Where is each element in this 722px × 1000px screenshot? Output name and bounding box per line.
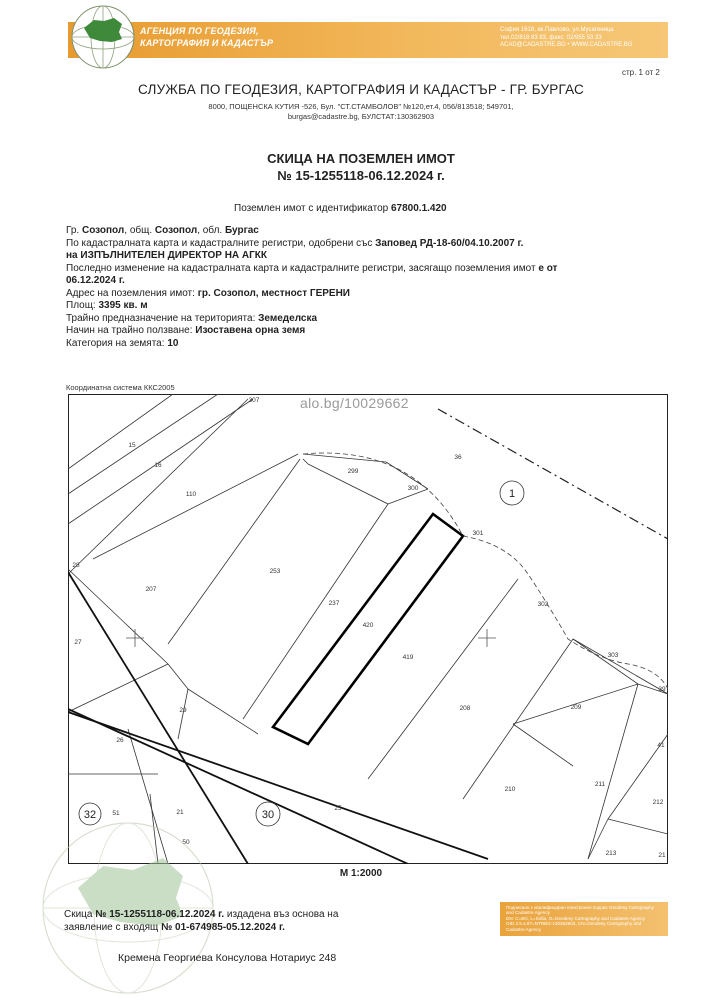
approval-order: Заповед РД-18-60/04.10.2007 г. [375, 237, 524, 249]
document-title: СКИЦА НА ПОЗЕМЛЕН ИМОТ [267, 151, 455, 166]
stamp-line3: DN: C=BG, L=Sofia, O=Geodesy Cartography and Cadastre Agency [506, 915, 646, 921]
map-watermark: alo.bg/10029662 [300, 395, 409, 411]
parcel-label: 208 [459, 705, 471, 712]
parcel-label: 419 [402, 654, 414, 661]
parcel-label: 420 [362, 622, 374, 629]
parcel-label: 28 [72, 562, 80, 569]
address-line [66, 288, 666, 301]
municipality-value: Созопол [154, 225, 198, 236]
parcel-label: 303 [607, 652, 619, 659]
location-line [66, 225, 666, 238]
agency-contacts [500, 27, 633, 50]
usage-line [66, 325, 666, 338]
application-number: № 01-674985-05.12.2024 г. [161, 921, 285, 933]
office-name: СЛУЖБА ПО ГЕОДЕЗИЯ, КАРТОГРАФИЯ И КАДАСТЪР - ГР. БУРГАС [138, 82, 584, 97]
parcel-label: 212 [652, 799, 664, 806]
category-value: 10 [167, 337, 179, 349]
city-label: Гр. [66, 225, 80, 236]
parcel-info [66, 225, 666, 350]
contact-line3: ACAD@CADASTRE.BG • WWW.CADASTRE.BG [500, 42, 633, 48]
parcel-label: 253 [269, 568, 281, 575]
block-label-32: 32 [83, 809, 97, 821]
category-label: Категория на земята: [66, 337, 165, 349]
agency-name-line1: АГЕНЦИЯ ПО ГЕОДЕЗИЯ, [140, 26, 259, 36]
coordinate-system: Координатна система ККС2005 [66, 383, 175, 392]
approval-by-line [66, 250, 666, 263]
parcel-label: 299 [347, 468, 359, 475]
category-line [66, 338, 666, 351]
address-value: гр. Созопол, местност ГЕРЕНИ [197, 287, 350, 299]
agency-name [140, 25, 273, 49]
purpose-value: Земеделска [258, 312, 318, 324]
parcel-label: 210 [504, 786, 516, 793]
notary-name: Кремена Георгиева Консулова Нотариус 248 [118, 952, 337, 964]
city-value: Созопол [81, 225, 125, 236]
last-change-date: 06.12.2024 г. [66, 275, 125, 286]
contact-line2: тел.02/818 83 83, факс: 02/955 53 33 [500, 34, 602, 41]
footer-line1 [64, 909, 338, 922]
usage-value: Изоставена орна земя [195, 325, 306, 336]
area-line [66, 300, 666, 313]
approval-line [66, 238, 666, 251]
parcel-label: 209 [570, 704, 582, 711]
office-address-line2: burgas@cadastre.bg, БУЛСТАТ:130362903 [287, 112, 435, 121]
office-address-line1: 8000, ПОЩЕНСКА КУТИЯ -526, Бул. "СТ.СТАМБОЛОВ" №120,ет.4, 056/813518; 549701, [208, 102, 514, 111]
parcel-label: 16 [154, 462, 162, 469]
parcel-label: 26 [116, 737, 124, 744]
footer-issue-text [64, 909, 338, 934]
parcel-label: 307 [248, 397, 260, 404]
parcel-label: 300 [407, 485, 419, 492]
block-label-30: 30 [261, 809, 275, 821]
contact-line1: София 1618, кв.Павлово, ул.Мусагеница [500, 27, 614, 33]
application-text: заявление с входящ [64, 921, 159, 933]
parcel-label: 25 [334, 805, 342, 812]
region-label: , обл. [197, 225, 223, 236]
cadastral-map [68, 394, 668, 864]
page-number: стр. 1 от 2 [622, 68, 660, 77]
parcel-label: 213 [605, 850, 617, 857]
last-change-date-line [66, 275, 666, 288]
stamp-line1: Подписано с квалифициран електронен подпис Geodesy Cartography [506, 905, 654, 910]
approval-by: на ИЗПЪЛНИТЕЛЕН ДИРЕКТОР НА АГКК [66, 250, 268, 261]
parcel-label: 207 [145, 586, 157, 593]
identifier-value: 67800.1.420 [390, 203, 447, 214]
office-address [0, 102, 722, 122]
area-value: 3395 кв. м [98, 300, 148, 311]
parcel-label: 21 [176, 809, 184, 816]
parcel-label: 301 [472, 530, 484, 537]
map-scale: М 1:2000 [339, 868, 383, 879]
agency-seal-watermark [38, 818, 218, 998]
agency-globe-logo [70, 4, 136, 70]
sketch-number: № 15-1255118-06.12.2024 г. [95, 909, 225, 920]
parcel-label: 211 [594, 781, 606, 788]
stamp-line4: OID.2.5.4.97=NTRBG-130362903, CN=Geodesy Cartography and [506, 921, 642, 927]
last-change-line [66, 263, 666, 276]
purpose-label: Трайно предназначение на територията: [66, 312, 256, 324]
parcel-label: 36 [454, 454, 462, 461]
agency-name-line2: КАРТОГРАФИЯ И КАДАСТЪР [140, 38, 274, 48]
region-value: Бургас [224, 225, 259, 236]
parcel-label: 21 [658, 852, 666, 859]
issued-text: издадена въз основа на [226, 909, 339, 920]
usage-label: Начин на трайно ползване: [66, 325, 193, 336]
area-label: Площ: [66, 300, 96, 311]
parcel-label: 41 [657, 742, 665, 749]
parcel-label: 39 [658, 686, 666, 693]
parcel-label: 302 [537, 601, 549, 608]
footer-line2 [64, 922, 338, 935]
parcel-label: 15 [128, 442, 136, 449]
identifier-label: Поземлен имот с идентификатор [234, 203, 389, 214]
municipality-label: , общ. [124, 225, 153, 236]
parcel-label: 51 [112, 810, 120, 817]
purpose-line [66, 313, 666, 326]
document-number: № 15-1255118-06.12.2024 г. [277, 168, 445, 183]
digital-signature-stamp [506, 905, 666, 932]
parcel-label: 237 [328, 600, 340, 607]
parcel-label: 29 [179, 707, 187, 714]
parcel-label: 27 [74, 639, 82, 646]
address-label: Адрес на поземления имот: [66, 287, 195, 299]
sketch-prefix: Скица [64, 909, 93, 920]
last-change-from: е от [538, 262, 558, 274]
block-label-1: 1 [508, 488, 516, 500]
stamp-line2: and Cadastre Agency [506, 910, 550, 916]
parcel-label: 110 [185, 491, 197, 498]
parcel-label: 50 [182, 839, 190, 846]
last-change-text: Последно изменение на кадастралната карта и кадастралните регистри, засягащо поземления имот [66, 262, 536, 274]
approval-text: По кадастралната карта и кадастралните регистри, одобрени със [66, 237, 373, 249]
parcel-identifier [234, 203, 447, 214]
stamp-line5: Cadastre Agency [506, 926, 541, 932]
